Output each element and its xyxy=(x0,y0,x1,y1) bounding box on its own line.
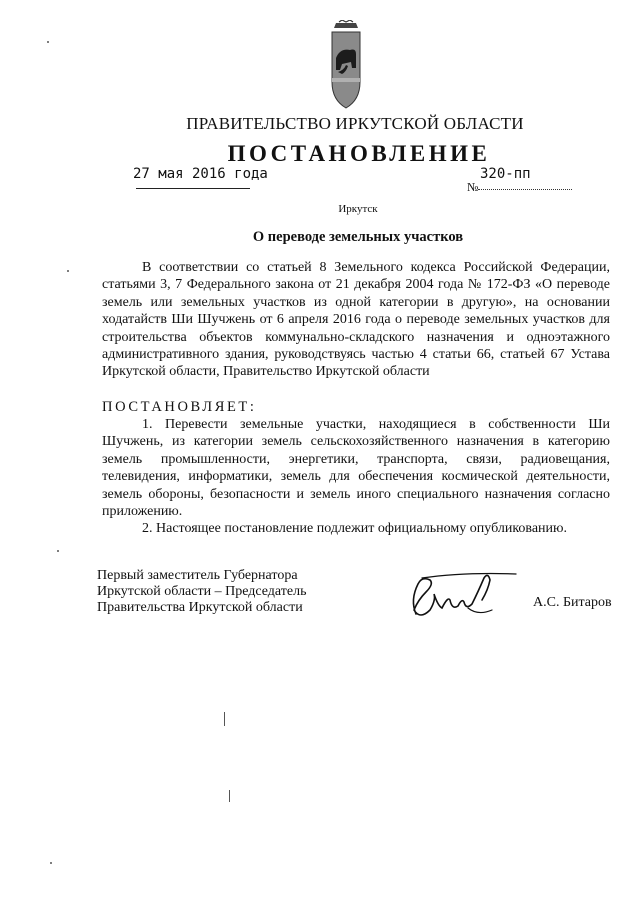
issue-city: Иркутск xyxy=(338,203,378,215)
scan-speck xyxy=(47,41,49,43)
position-line: Иркутской области – Председатель xyxy=(97,584,307,599)
document-number: 320-пп xyxy=(480,166,531,182)
document-subject: О переводе земельных участков xyxy=(252,229,464,245)
date-underline xyxy=(136,188,250,189)
number-underline xyxy=(478,189,572,190)
document-type: ПОСТАНОВЛЕНИЕ xyxy=(227,141,491,166)
preamble-paragraph: В соответствии со статьей 8 Земельного кодекса Российской Федерации, статьями 3, 7 Федерального закона от 21 декабря 2004 года № 172-ФЗ «О переводе земель или земельных участков из одной категории в другую», на основании ходатайств Ши Шучжень от 6 апреля 2016 года о переводе земельных участков для строительства объектов коммунально-складского назначения и одноэтажного административного здания, руководствуясь частью 4 статьи 66, статьей 67 Устава Иркутской области, Правительство Иркутской области xyxy=(102,260,610,380)
signer-name: А.С. Битаров xyxy=(533,595,612,610)
resolves-heading: ПОСТАНОВЛЯЕТ: xyxy=(102,399,257,415)
handwritten-signature xyxy=(404,570,524,622)
number-sign: № xyxy=(467,180,479,194)
organization-name: ПРАВИТЕЛЬСТВО ИРКУТСКОЙ ОБЛАСТИ xyxy=(186,114,524,133)
position-line: Правительства Иркутской области xyxy=(97,600,303,615)
item-2-paragraph: 2. Настоящее постановление подлежит официальному опубликованию. xyxy=(142,521,567,536)
position-line: Первый заместитель Губернатора xyxy=(97,568,298,583)
scan-speck xyxy=(67,270,69,272)
scan-speck xyxy=(50,862,52,864)
scan-speck xyxy=(229,790,230,802)
signatory-position xyxy=(97,568,306,616)
scan-speck xyxy=(57,550,59,552)
scan-speck xyxy=(224,712,225,726)
item-1-paragraph: 1. Перевести земельные участки, находящиеся в собственности Ши Шучжень, из категории земель сельскохозяйственного назначения в категорию земель промышленности, энергетики, транспорта, связи, радиовещания, телевидения, информатики, земель для обеспечения космической деятельности, земель обороны, безопасности и земель иного специального назначения согласно приложению. xyxy=(102,417,610,520)
document-date: 27 мая 2016 года xyxy=(133,166,268,182)
coat-of-arms-emblem xyxy=(322,20,370,110)
